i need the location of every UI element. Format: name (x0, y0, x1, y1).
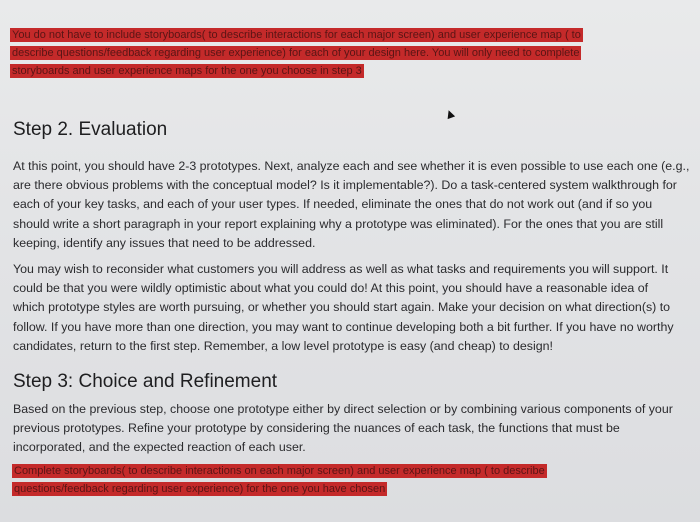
text-line: candidates, return to the first step. Remember, a low level prototype is easy (and cheap) to design! (13, 338, 553, 353)
highlight-line: You do not have to include storyboards( to describe interactions for each major screen) and user experience map ( to (12, 29, 581, 41)
text-line: At this point, you should have 2-3 prototypes. Next, analyze each and see whether it is even possible to use each one (e.g., (13, 159, 690, 173)
choice-heading: Step 3: Choice and Refinement (13, 371, 278, 392)
highlight-line: describe questions/feedback regarding user experience) for each of your design here. You will only need to complete (12, 47, 580, 59)
text-line: previous prototypes. Refine your prototype by considering the nuances of each task, the functions that must be (13, 421, 620, 436)
text-line: should write a short paragraph in your report explaining why a prototype was eliminated). For the ones that you are still (13, 216, 664, 231)
choice-paragraph (13, 400, 695, 458)
text-line: keeping, identify any issues that need to be addressed. (13, 235, 316, 250)
text-line: incorporated, and the expected reaction of each user. (13, 440, 306, 455)
text-line: are there obvious problems with the conceptual model? Is it implementable?). Do a task-centered system walkthrough for (13, 178, 677, 193)
top-highlight-note (10, 28, 670, 82)
bottom-highlight-note (12, 464, 672, 500)
evaluation-heading: Step 2. Evaluation (13, 119, 168, 140)
text-line: You may wish to reconsider what customers you will address as well as what tasks and requirements you will support. It (13, 262, 669, 276)
text-line: which prototype styles are worth pursuing, or whether you should start again. Make your decision on what direction(s) to (13, 300, 671, 315)
highlight-line: Complete storyboards( to describe interactions on each major screen) and user experience map ( to describe (14, 465, 545, 477)
text-line: could be that you were wildly optimistic about what you could do! At this point, you should have a reasonable idea of (13, 281, 649, 296)
mouse-cursor-icon (445, 109, 455, 119)
text-line: Based on the previous step, choose one prototype either by direct selection or by combining various components of your (13, 402, 673, 416)
text-line: each of your key tasks, and each of your user types. If needed, eliminate the ones that do not work out (and if so you (13, 197, 653, 212)
evaluation-paragraph-1 (13, 157, 695, 253)
text-line: follow. If you have more than one direction, you may want to continue developing both a bit further. If you have no worthy (13, 319, 674, 334)
highlight-line: questions/feedback regarding user experience) for the one you have chosen (14, 483, 386, 495)
evaluation-paragraph-2 (13, 260, 695, 356)
highlight-line: storyboards and user experience maps for the one you choose in step 3 (12, 65, 362, 77)
